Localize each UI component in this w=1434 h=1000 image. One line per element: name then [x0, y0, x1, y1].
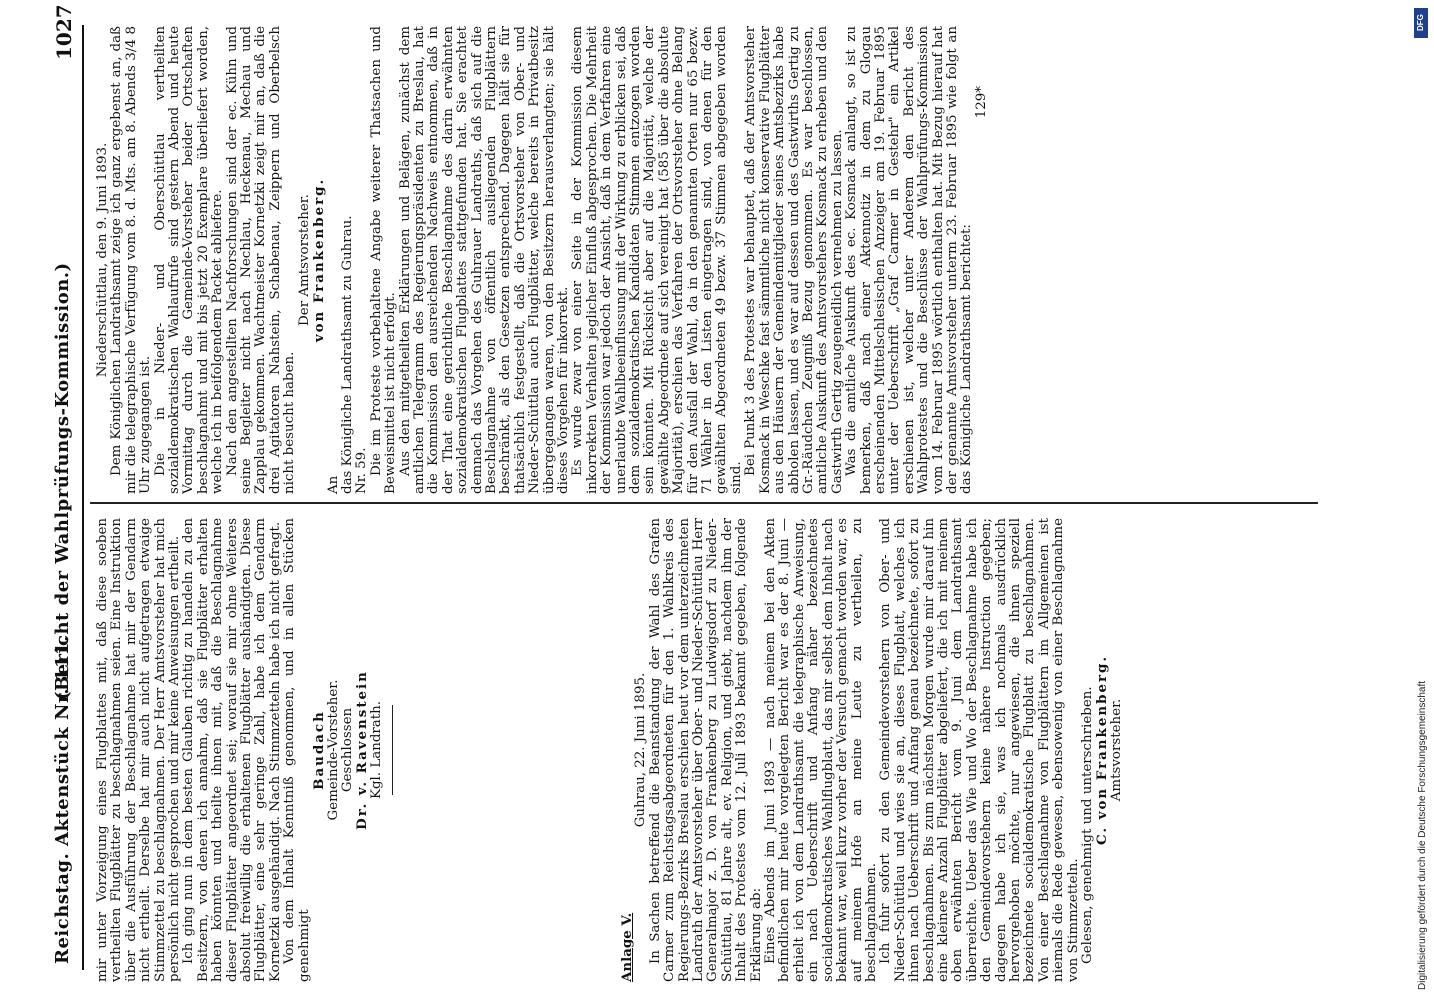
paragraph: Eines Abends im Juni 1893 — nach meinem bei den Akten befindlichen mir heute vorgelegten Bericht war es der 8. Juni — erhielt ich von dem Landrathsamt die telegraphische Anweisung, ein nach Ueberschrift und Anfang näher bezeichnetes socialdemokratisches Wahlflugblatt, das mir selbst dem Inhalt nach bekannt war, weil kurz vorher der Versuch gemacht worden war, es auf meinem Hofe an meine Leute zu vertheilen, zu beschlagnahmen. — [763, 518, 879, 982]
paragraph: Aus den mitgetheilten Erklärungen und Belägen, zunächst dem amtlichen Telegramm des Regierungspräsidenten zu Breslau, hat die Kommission den ausreichenden Nachweis entnommen, daß in der That eine gerichtliche Beschlagnahme des darin erwähnten sozialdemokratischen Flugblattes stattgefunden hat. Sie erachtet demnach das Vorgehen des Guhrauer Landraths, daß sich auf die Beschlagnahme von öffentlich ausliegenden Flugblättern beschränkt, als den Gesetzen entsprechend. Dagegen hält sie für thatsächlich festgestellt, daß die Ortsvorsteher von Ober- und Nieder-Schüttlau auch Flugblätter, welche bereits in Privatbesitz übergegangen waren, von den Besitzern herausverlangten; sie hält dieses Vorgehen für inkorrekt. — [397, 26, 571, 494]
paragraph: Von dem Inhalt Kenntniß genommen, und in allen Stücken genehmigt — [282, 518, 312, 982]
section-rule — [392, 705, 393, 795]
annex-title: Anlage V. — [619, 912, 635, 982]
paragraph: Die im Proteste vorbehaltene Angabe weiterer Thatsachen und Beweismittel ist nicht erfolgt. — [368, 26, 399, 494]
running-header-title: (Bericht der Wahlprüfungs-Kommission.) — [52, 262, 73, 700]
dfg-logo: DFG — [1414, 8, 1428, 38]
paragraph: Ich ging nun in dem besten Glauben richtig zu handeln zu den Besitzern, von denen ich annahm, daß sie Flugblätter erhalten haben könnten und theilte ihnen mit, daß die Beschlagnahme dieser Flugblätter angeordnet sei; worauf sie mir ohne Weiteres absolut freiwillig die erhaltenen Flugblätter aushändigten. Diese Flugblätter, eine sehr geringe Zahl, habe ich dem Gendarm Kornetzki ausgehändigt. Nach Stimmzetteln habe ich nicht gefragt. — [181, 518, 283, 982]
signature-title: Kgl. Landrath. — [368, 700, 384, 800]
page-number: 1027 — [52, 4, 76, 60]
left-column-upper — [96, 518, 401, 982]
place-date: Niederschüttlau, den 9. Juni 1893. — [95, 142, 110, 378]
paragraph: Bei Punkt 3 des Protestes war behauptet, daß der Amtsvorsteher Kosmack in Weschke fast sämmtliche nicht konservative Flugblätter aus den Häusern der Gemeindemitglieder seines Amtsbezirks habe abholen lassen, und es war auf dessen und des Gastwirths Gertig zu Gr.-Räudchen Zeugniß Bezug genommen. Es war beschlossen, amtliche Auskunft des Amtsvorstehers Kosmack zu erheben und den Gastwirth Gertig zeugeneidlich vernehmen zu lassen. — [743, 26, 845, 494]
signature-name: C. von Frankenberg. — [1094, 654, 1111, 846]
column-divider — [90, 502, 1318, 504]
closing-note: Geschlossen — [339, 707, 355, 793]
header-rule — [82, 25, 84, 970]
right-column — [96, 26, 989, 494]
paragraph: Was die amtliche Auskunft des ec. Kosmack anlangt, so ist zu bemerken, daß nach einer Aktennotiz in dem zu Glogau erscheinenden Mittelschlesischen Anzeiger am 19. Februar 1895 unter der Ueberschrift „Graf Carmer in Gestehr" ein Artikel erschienen ist, welcher unter Anderem den Bericht des Wahlprotestes und die Beschlüsse der Wahlprüfungs-Kommission vom 14. Februar 1895 wörtlich enthalten hat. Mit Bezug hierauf hat der genannte Amtsvorsteher unterm 23. Februar 1895 wie folgt an das Königliche Landrathsamt berichtet: — [844, 26, 975, 494]
paragraph: Die in Nieder- und Oberschüttlau vertheilten sozialdemokratischen Wahlaufrufe sind gestern Abend und heute Vormittag durch die Gemeinde-Vorsteher beider Ortschaften beschlagnahmt und mit bis jetzt 20 Exemplare überliefert worden, welche ich in beifolgendem Packet abliefere. — [152, 26, 226, 494]
paragraph: Ich fuhr sofort zu den Gemeindevorstehern von Ober- und Nieder-Schüttlau und wies sie an, dieses Flugblatt, welches ich ihnen nach Ueberschrift und Anfang genau bezeichnete, sofort zu beschlagnahmen. Bis zum nächsten Morgen wurde mir darauf hin eine kleinere Anzahl Flugblätter abgeliefert, die ich mit meinem oben erwähnten Bericht vom 9. Juni dem Landrathsamt überreichte. Ueber das Wie und Wo der Beschlagnahme habe ich den Gemeindevorstehern keine nähere Instruction gegeben; dagegen habe ich sie, was ich nochmals ausdrücklich hervorgehoben möchte, nur angewiesen, die ihnen speziell bezeichnete socialdemokratische Flugblatt zu beschlagnahmen. Von einer Beschlagnahme von Flugblättern im Allgemeinen ist niemals die Rede gewesen, ebensowenig von einer Beschlagnahme von Stimmzetteln. — [878, 518, 1081, 982]
signature-mark: 129* — [973, 86, 989, 119]
signature-title: Der Amtsvorsteher. — [296, 194, 312, 326]
signature-title: Gemeinde-Vorsteher. — [325, 679, 341, 821]
address-line: Nr. 59. — [354, 447, 370, 494]
signature-name: Dr. v. Ravenstein — [354, 670, 371, 830]
digitization-note: Digitalisierung gefördert durch die Deutsche Forschungsgemeinschaft — [1417, 680, 1428, 990]
address-line: An — [325, 475, 341, 494]
running-header-left: Reichstag. Aktenstück Nr. 111. — [52, 635, 73, 964]
left-column-annex — [620, 518, 1124, 982]
paragraph: mir unter Vorzeigung eines Flugblattes mit, daß diese soeben vertheilten Flugblätter zu beschlagnahmen seien. Eine Instruktion über die Ausführung der Beschlagnahme hat mir der Gendarm nicht ertheilt. Derselbe hat mir auch nicht aufgetragen etwaige Stimmzettel zu beschlagnahmen. Der Herr Amtsvorsteher hat mich persönlich nicht gesprochen und mir keine Anweisungen ertheilt. — [95, 518, 183, 982]
annex-date: Guhrau, 22. Juni 1895. — [633, 672, 649, 828]
paragraph: Gelesen, genehmigt und unterschrieben. — [1080, 686, 1095, 964]
signature-title: Amtsvorsteher. — [1108, 698, 1124, 802]
paragraph: Nach den angestellten Nachforschungen sind der ec. Kühn und seine Begleiter nicht nach Nechlau, Heckenau, Mechau und Zapplau gekommen. Wachtmeister Kornetzki zeigt mir an, daß die drei Agitatoren Nahstein, Schabenau, Zeippern und Oberbelsch nicht besucht haben. — [224, 26, 298, 494]
paragraph: Es wurde zwar von einer Seite in der Kommission diesem inkorrekten Verhalten jeglicher Einfluß abgesprochen. Die Mehrheit der Kommission war jedoch der Ansicht, daß in dem Verfahren eine unerlaubte Wahlbeeinflussung mit der Wirkung zu erblicken sei, daß dem sozialdemokratischen Kandidaten Stimmen entzogen worden sein könnten. Mit Rücksicht aber auf die Majorität, welche der gewählte Abgeordnete auf sich vereinigt hat (585 über die absolute Majorität), erschien das Verfahren der Ortsvorsteher ohne Belang für den Ausfall der Wahl, da in den genannten Orten nur 65 bezw. 71 Wähler in den Listen eingetragen sind, von denen für den gewählten Abgeordneten 49 bezw. 37 Stimmen abgegeben worden sind. — [570, 26, 744, 494]
paragraph: Dem Königlichen Landrathsamt zeige ich ganz ergebenst an, daß mir die telegraphische Verfügung vom 8. d. Mts. am 8. Abends 3/4 8 Uhr zugegangen ist. — [109, 26, 154, 494]
address-line: das Königliche Landrathsamt zu Guhrau. — [339, 215, 355, 494]
paragraph: In Sachen betreffend die Beanstandung der Wahl des Grafen Carmer zum Reichstagsabgeordneten für den 1. Wahlkreis des Regierungs-Bezirks Breslau erschien heut vor dem unterzeichneten Landrath der Amtsvorsteher über Ober- und Nieder-Schüttlau Herr Generalmajor z. D. von Frankenberg zu Ludwigsdorf zu Nieder-Schüttlau, 81 Jahre alt, ev. Religion, und giebt, nachdem ihm der Inhalt des Protestes vom 12. Juli 1893 bekannt gegeben, folgende Erklärung ab: — [647, 518, 764, 982]
signature-name: Baudach — [311, 710, 328, 790]
signature-name: von Frankenberg. — [311, 177, 328, 343]
